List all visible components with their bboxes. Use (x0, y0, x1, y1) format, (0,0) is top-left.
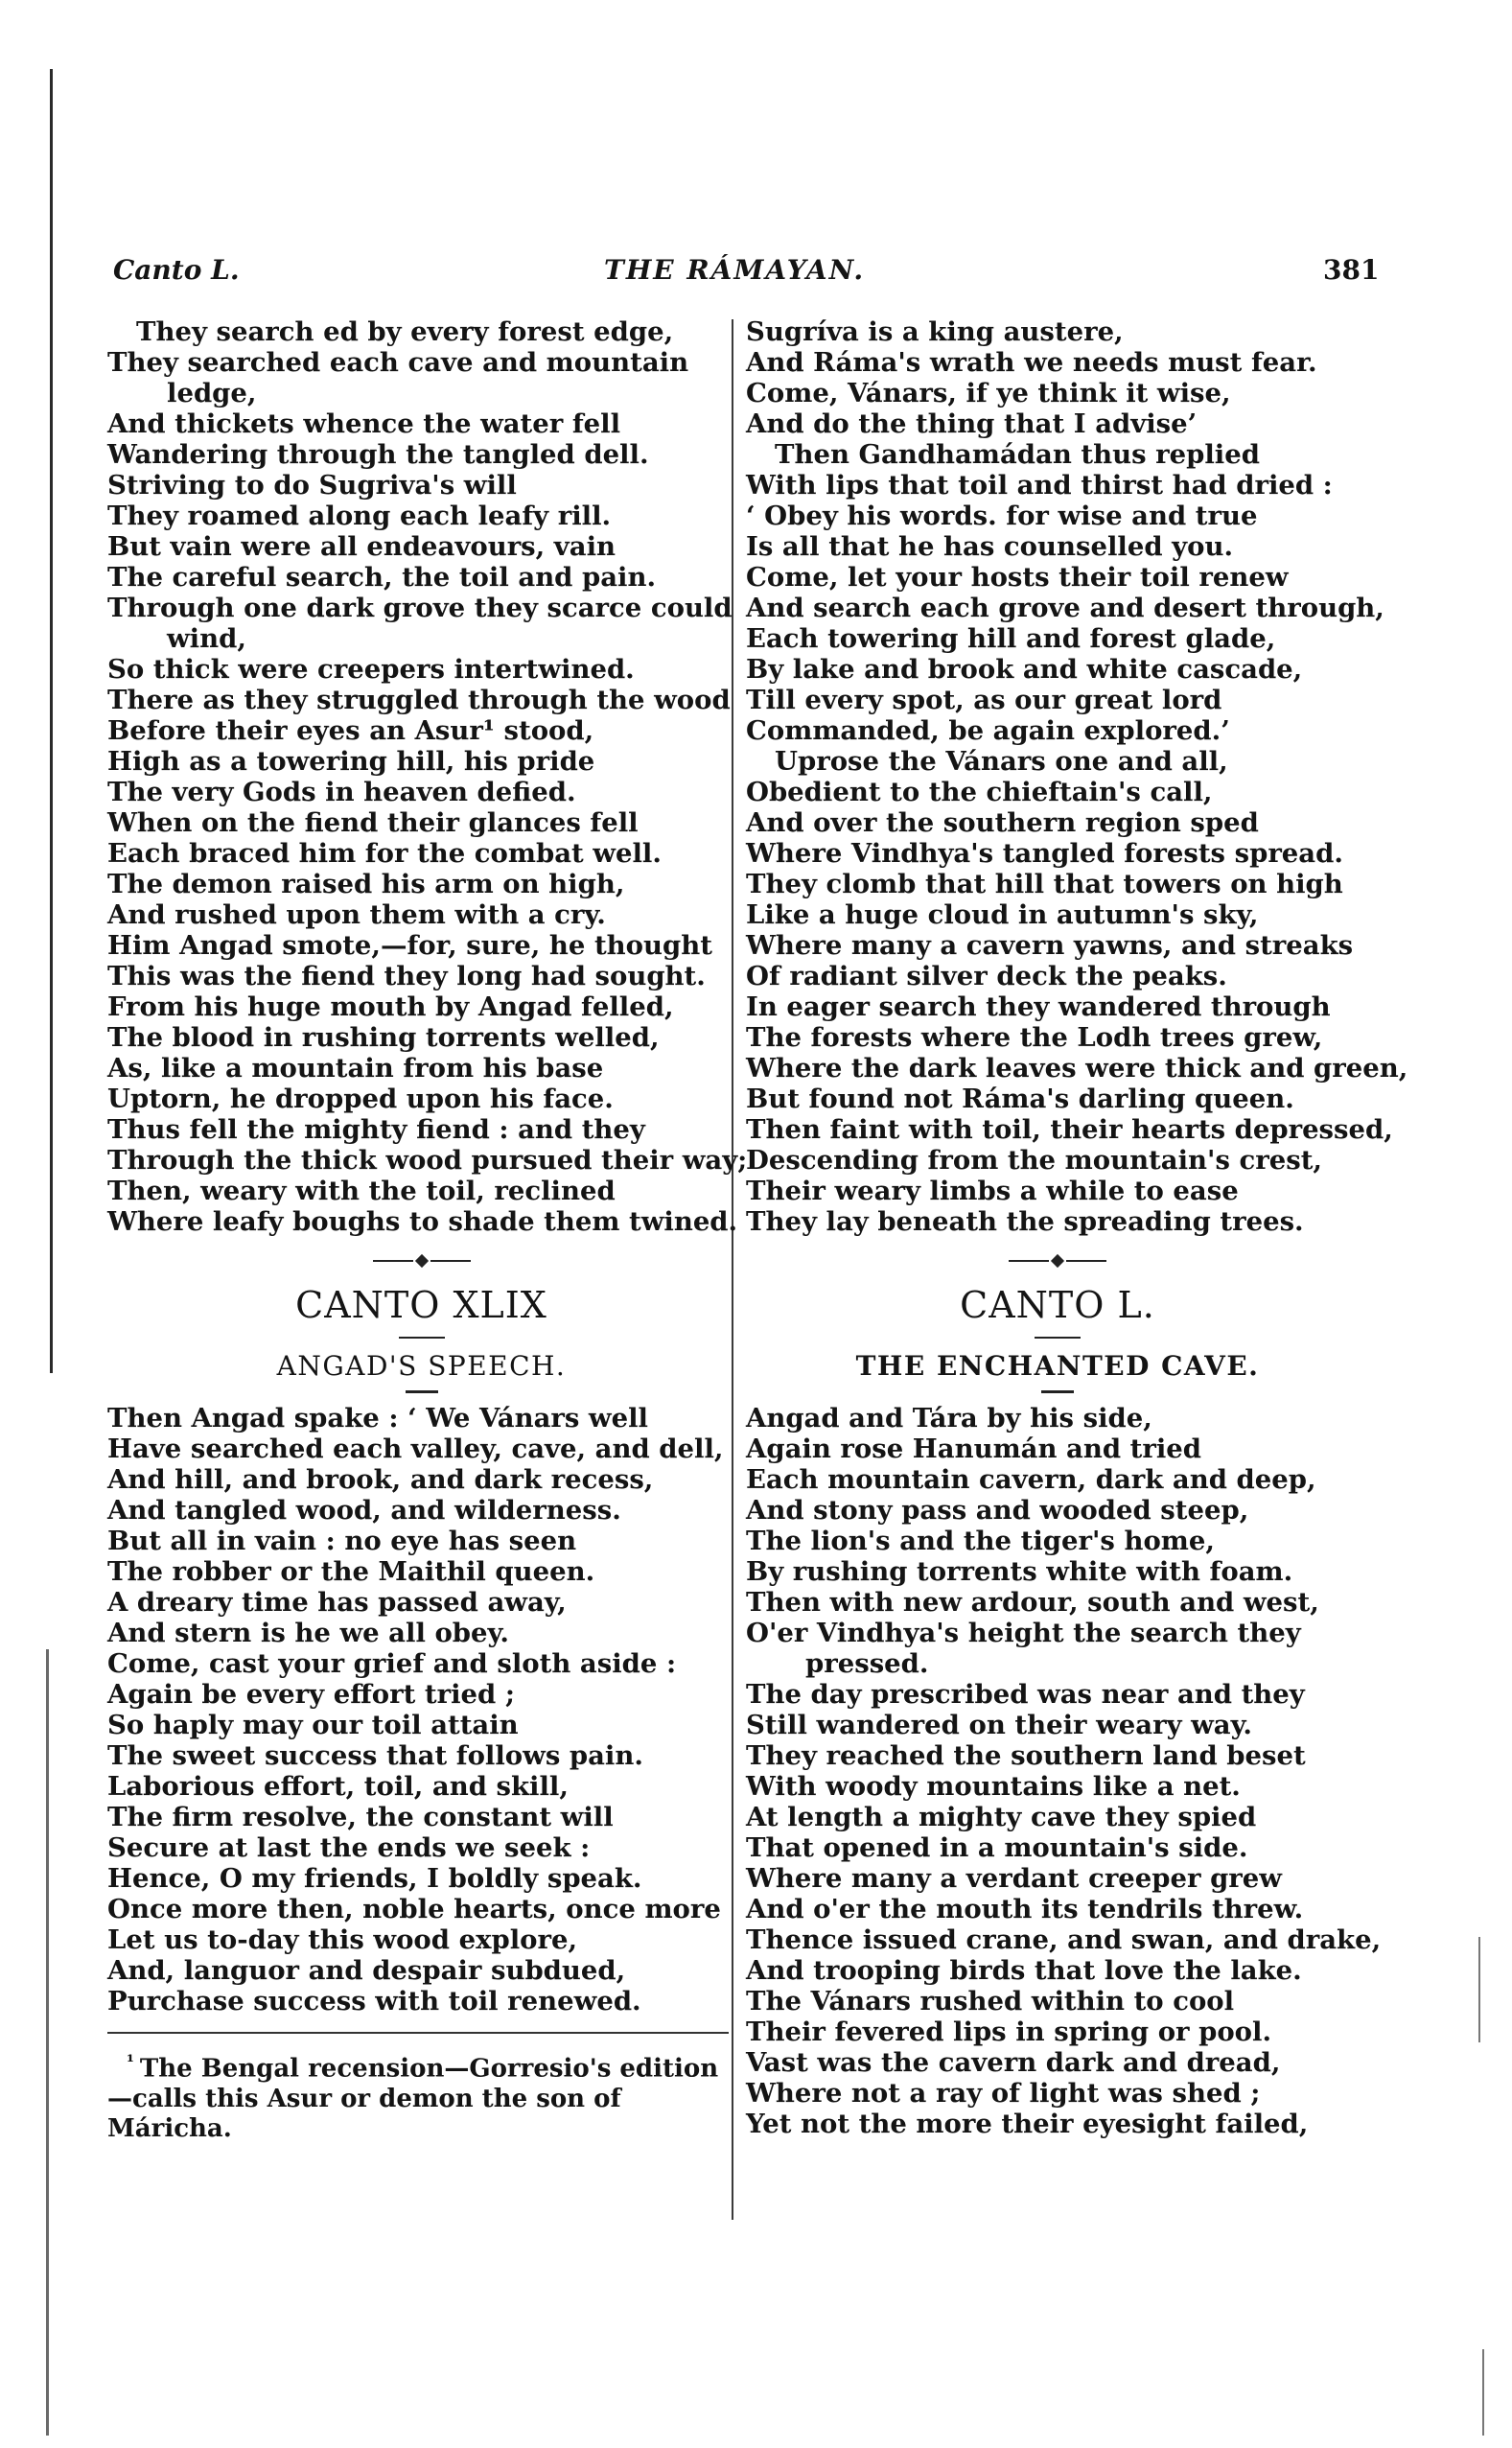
running-head-canto: Canto L. (113, 254, 240, 286)
verse-line: Each braced him for the combat well. (107, 838, 662, 869)
left-column (107, 316, 748, 2144)
verse-line: And, languor and despair subdued, (107, 1955, 626, 1986)
verse-line: Once more then, noble hearts, once more (107, 1894, 721, 1924)
canto-l-subtitle: THE ENCHANTED CAVE. (855, 1350, 1260, 1382)
verse-line: The day prescribed was near and they (746, 1679, 1305, 1710)
verse-block-right-bottom (746, 1403, 1382, 2139)
verse-line: wind, (167, 623, 246, 654)
verse-line: Secure at last the ends we seek : (107, 1832, 591, 1863)
verse-line: Still wandered on their weary way. (746, 1710, 1253, 1740)
verse-line: Through the thick wood pursued their way; (107, 1145, 748, 1176)
page-edge-mark (50, 69, 53, 1373)
verse-block-right-top (746, 316, 1408, 1237)
verse-line: Each mountain cavern, dark and deep, (746, 1464, 1316, 1495)
verse-line: Again rose Hanumán and tried (746, 1434, 1202, 1464)
verse-line: At length a mighty cave they spied (746, 1802, 1257, 1832)
verse-line: Where not a ray of light was shed ; (746, 2078, 1261, 2109)
verse-line: Then Gandhamádan thus replied (775, 439, 1260, 470)
canto-xlix-title: CANTO XLIX (295, 1284, 547, 1326)
verse-line: But found not Ráma's darling queen. (746, 1084, 1294, 1114)
verse-line: Then faint with toil, their hearts depressed, (746, 1114, 1393, 1145)
verse-line: And Ráma's wrath we needs must fear. (746, 347, 1317, 378)
section-ornament (107, 1247, 735, 1275)
verse-line: And search each grove and desert through, (746, 593, 1384, 623)
verse-line: That opened in a mountain's side. (746, 1832, 1248, 1863)
verse-line: And stern is he we all obey. (107, 1618, 509, 1648)
verse-line: Come, Vánars, if ye think it wise, (746, 378, 1231, 408)
verse-line: In eager search they wandered through (746, 991, 1331, 1022)
verse-line: The forests where the Lodh trees grew, (746, 1022, 1323, 1053)
verse-line: Thus fell the mighty fiend : and they (107, 1114, 645, 1145)
verse-line: Uptorn, he dropped upon his face. (107, 1084, 614, 1114)
verse-line: The firm resolve, the constant will (107, 1802, 614, 1832)
verse-line: They searched each cave and mountain (107, 347, 689, 378)
verse-line: Then, weary with the toil, reclined (107, 1176, 616, 1206)
verse-line: Have searched each valley, cave, and dell, (107, 1434, 724, 1464)
verse-line: So haply may our toil attain (107, 1710, 519, 1740)
verse-line: As, like a mountain from his base (107, 1053, 604, 1084)
verse-line: But vain were all endeavours, vain (107, 531, 616, 562)
verse-line: Wandering through the tangled dell. (107, 439, 649, 470)
verse-line: And stony pass and wooded steep, (746, 1495, 1249, 1526)
verse-line: And trooping birds that love the lake. (746, 1955, 1302, 1986)
verse-line: Him Angad smote,—for, sure, he thought (107, 930, 712, 961)
verse-line: The careful search, the toil and pain. (107, 562, 657, 593)
footnote-mark: ¹ (127, 2052, 134, 2072)
verse-line: From his huge mouth by Angad felled, (107, 991, 674, 1022)
verse-line: Obedient to the chieftain's call, (746, 777, 1213, 807)
title-rule (1035, 1337, 1081, 1339)
page-edge-mark (1478, 1937, 1480, 2042)
verse-line: And tangled wood, and wilderness. (107, 1495, 621, 1526)
verse-line: Vast was the cavern dark and dread, (746, 2047, 1281, 2078)
verse-line: When on the fiend their glances fell (107, 807, 639, 838)
verse-line: Where many a cavern yawns, and streaks (746, 930, 1354, 961)
verse-line: Angad and Tára by his side, (746, 1403, 1152, 1434)
verse-line: ‘ Obey his words. for wise and true (746, 501, 1258, 531)
canto-xlix-subtitle: ANGAD'S SPEECH. (276, 1350, 567, 1382)
canto-l-title: CANTO L. (960, 1284, 1155, 1326)
verse-line: With woody mountains like a net. (746, 1771, 1241, 1802)
verse-line: Descending from the mountain's crest, (746, 1145, 1322, 1176)
verse-line: Let us to-day this wood explore, (107, 1924, 578, 1955)
verse-line: They roamed along each leafy rill. (107, 501, 612, 531)
verse-line: Purchase success with toil renewed. (107, 1986, 641, 2017)
verse-line: And hill, and brook, and dark recess, (107, 1464, 654, 1495)
footnote-rule (107, 2032, 729, 2034)
verse-block-left-top (107, 316, 748, 1237)
verse-line: Where many a verdant creeper grew (746, 1863, 1282, 1894)
verse-line: They search ed by every forest edge, (136, 316, 674, 347)
verse-line: The Vánars rushed within to cool (746, 1986, 1235, 2017)
verse-line: With lips that toil and thirst had dried : (746, 470, 1333, 501)
verse-line: Laborious effort, toil, and skill, (107, 1771, 569, 1802)
verse-line: The blood in rushing torrents welled, (107, 1022, 660, 1053)
verse-line: Is all that he has counselled you. (746, 531, 1234, 562)
verse-line: Their fevered lips in spring or pool. (746, 2017, 1272, 2047)
page-edge-mark (1482, 2349, 1484, 2436)
verse-line: The robber or the Maithil queen. (107, 1556, 595, 1587)
verse-line: Through one dark grove they scarce could (107, 593, 733, 623)
verse-line: Their weary limbs a while to ease (746, 1176, 1239, 1206)
verse-line: Where Vindhya's tangled forests spread. (746, 838, 1343, 869)
verse-line: And thickets whence the water fell (107, 408, 621, 439)
verse-line: The very Gods in heaven defied. (107, 777, 576, 807)
verse-line: Hence, O my friends, I boldly speak. (107, 1863, 642, 1894)
verse-line: So thick were creepers intertwined. (107, 654, 635, 685)
right-column (746, 316, 1408, 2139)
verse-line: Commanded, be again explored.’ (746, 715, 1230, 746)
verse-line: Of radiant silver deck the peaks. (746, 961, 1227, 991)
title-rule (399, 1337, 445, 1339)
verse-line: There as they struggled through the wood (107, 685, 731, 715)
verse-line: Uprose the Vánars one and all, (775, 746, 1228, 777)
verse-line: Striving to do Sugriva's will (107, 470, 517, 501)
footnote (107, 2047, 731, 2144)
running-head-title: THE RÁMAYAN. (604, 254, 866, 286)
running-head (105, 254, 1380, 292)
verse-line: By rushing torrents white with foam. (746, 1556, 1293, 1587)
verse-line: Each towering hill and forest glade, (746, 623, 1276, 654)
verse-line: ledge, (167, 378, 257, 408)
verse-line: Again be every effort tried ; (107, 1679, 515, 1710)
verse-line: pressed. (805, 1648, 929, 1679)
verse-line: Where the dark leaves were thick and green, (746, 1053, 1408, 1084)
verse-line: Like a huge cloud in autumn's sky, (746, 899, 1259, 930)
verse-line: And rushed upon them with a cry. (107, 899, 606, 930)
verse-line: The lion's and the tiger's home, (746, 1526, 1215, 1556)
verse-line: They reached the southern land beset (746, 1740, 1306, 1771)
verse-line: And over the southern region sped (746, 807, 1259, 838)
subtitle-rule (1041, 1390, 1074, 1393)
verse-line: By lake and brook and white cascade, (746, 654, 1303, 685)
verse-line: The demon raised his arm on high, (107, 869, 625, 899)
verse-line: They clomb that hill that towers on high (746, 869, 1343, 899)
verse-line: Thence issued crane, and swan, and drake, (746, 1924, 1382, 1955)
page-number: 381 (1323, 254, 1380, 286)
verse-line: Come, let your hosts their toil renew (746, 562, 1289, 593)
verse-line: O'er Vindhya's height the search they (746, 1618, 1301, 1648)
section-ornament (746, 1247, 1369, 1275)
footnote-text: The Bengal recension—Gorresio's edition—calls this Asur or demon the son of Máricha. (107, 2054, 719, 2143)
verse-line: And o'er the mouth its tendrils threw. (746, 1894, 1304, 1924)
verse-line: This was the fiend they long had sought. (107, 961, 706, 991)
subtitle-rule (406, 1390, 438, 1393)
verse-line: Sugríva is a king austere, (746, 316, 1124, 347)
verse-block-left-bottom (107, 1403, 735, 2017)
verse-line: High as a towering hill, his pride (107, 746, 595, 777)
verse-line: Before their eyes an Asur¹ stood, (107, 715, 594, 746)
verse-line: Till every spot, as our great lord (746, 685, 1222, 715)
verse-line: The sweet success that follows pain. (107, 1740, 643, 1771)
verse-line: Yet not the more their eyesight failed, (746, 2109, 1309, 2139)
verse-line: And do the thing that I advise’ (746, 408, 1198, 439)
verse-line: Then Angad spake : ‘ We Vánars well (107, 1403, 648, 1434)
verse-line: Then with new ardour, south and west, (746, 1587, 1319, 1618)
verse-line: But all in vain : no eye has seen (107, 1526, 577, 1556)
verse-line: A dreary time has passed away, (107, 1587, 567, 1618)
page-edge-mark (46, 1649, 49, 2436)
verse-line: They lay beneath the spreading trees. (746, 1206, 1304, 1237)
verse-line: Where leafy boughs to shade them twined. (107, 1206, 738, 1237)
verse-line: Come, cast your grief and sloth aside : (107, 1648, 677, 1679)
